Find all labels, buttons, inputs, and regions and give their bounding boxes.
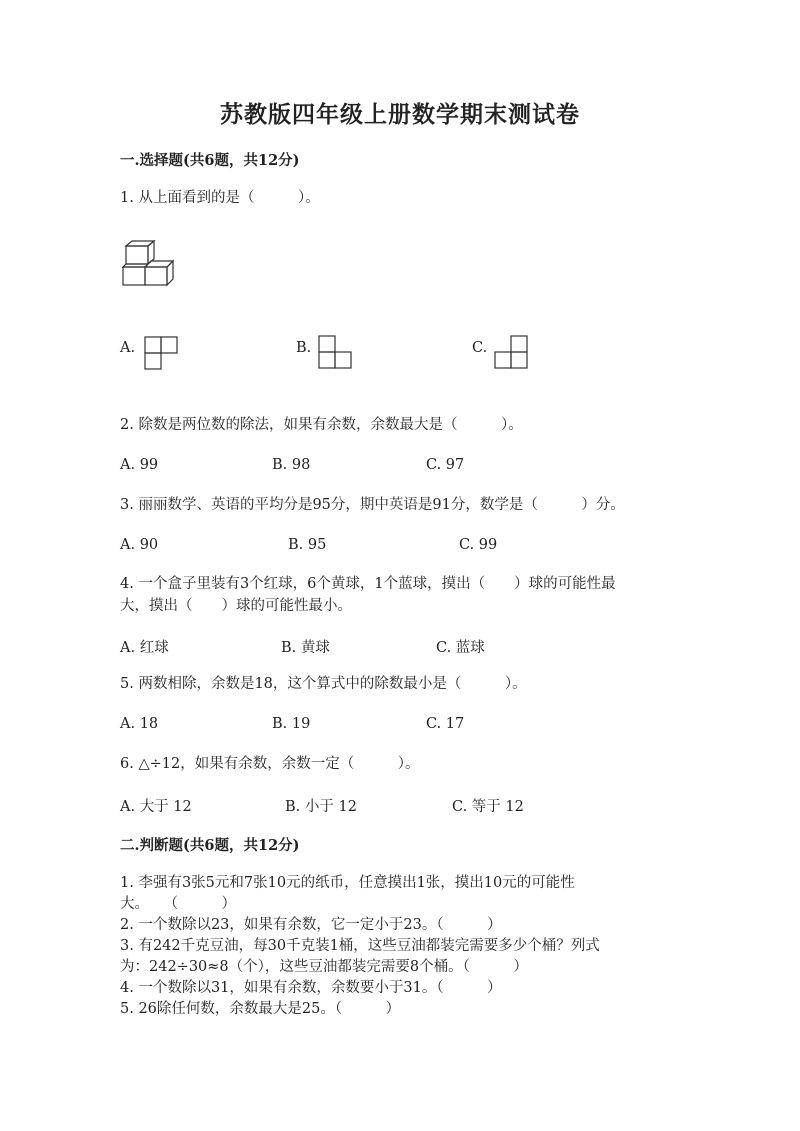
judgment-line: 大。 （ ）: [120, 896, 236, 912]
judgment-line: 为：242÷30≈8（个），这些豆油都装完需要8个桶。（ ）: [120, 959, 528, 975]
q2-option-c: C. 97: [426, 457, 465, 473]
question-1-stem: 1. 从上面看到的是（ ）。: [120, 190, 320, 206]
section-heading-choice: 一.选择题(共6题，共12分): [120, 152, 300, 169]
section-heading-judgment: 二.判断题(共6题，共12分): [120, 837, 300, 854]
q4-option-b: B. 黄球: [281, 640, 330, 656]
q1-option-b-label: B.: [296, 340, 312, 356]
question-4-stem-line1: 4. 一个盒子里装有3个红球，6个黄球，1个蓝球，摸出（ ）球的可能性最: [120, 576, 616, 592]
q1-option-a-shape: [144, 336, 178, 370]
q2-option-b: B. 98: [272, 457, 311, 473]
question-3-stem: 3. 丽丽数学、英语的平均分是95分，期中英语是91分，数学是（ ）分。: [120, 497, 625, 513]
q5-option-c: C. 17: [426, 716, 465, 732]
q1-option-b-shape: [318, 335, 352, 369]
judgment-line: 5. 26除任何数，余数最大是25。（ ）: [120, 1001, 401, 1017]
q3-option-b: B. 95: [288, 537, 327, 553]
q3-option-a: A. 90: [120, 537, 159, 553]
q6-option-c: C. 等于 12: [452, 799, 524, 815]
page-title: 苏教版四年级上册数学期末测试卷: [220, 101, 580, 128]
q4-option-a: A. 红球: [120, 640, 169, 656]
judgment-line: 4. 一个数除以31，如果有余数，余数要小于31。（ ）: [120, 980, 502, 996]
q1-option-a-label: A.: [120, 340, 136, 356]
q3-option-c: C. 99: [459, 537, 498, 553]
question-4-stem-line2: 大，摸出（ ）球的可能性最小。: [120, 598, 352, 614]
q2-option-a: A. 99: [120, 457, 159, 473]
judgment-line: 3. 有242千克豆油，每30千克装1桶，这些豆油都装完需要多少个桶？列式: [120, 938, 600, 954]
q4-option-c: C. 蓝球: [436, 640, 485, 656]
judgment-line: 2. 一个数除以23，如果有余数，它一定小于23。（ ）: [120, 917, 502, 933]
question-5-stem: 5. 两数相除，余数是18，这个算式中的除数最小是（ ）。: [120, 676, 527, 692]
question-2-stem: 2. 除数是两位数的除法，如果有余数，余数最大是（ ）。: [120, 417, 523, 433]
judgment-line: 1. 李强有3张5元和7张10元的纸币，任意摸出1张，摸出10元的可能性: [120, 875, 575, 891]
cube-stack-figure: [120, 240, 182, 288]
q5-option-a: A. 18: [120, 716, 159, 732]
q6-option-a: A. 大于 12: [120, 799, 192, 815]
q1-option-c-label: C.: [472, 340, 488, 356]
question-6-stem: 6. △÷12，如果有余数，余数一定（ ）。: [120, 756, 420, 772]
q1-option-c-shape: [494, 335, 528, 369]
q6-option-b: B. 小于 12: [285, 799, 357, 815]
q5-option-b: B. 19: [272, 716, 311, 732]
